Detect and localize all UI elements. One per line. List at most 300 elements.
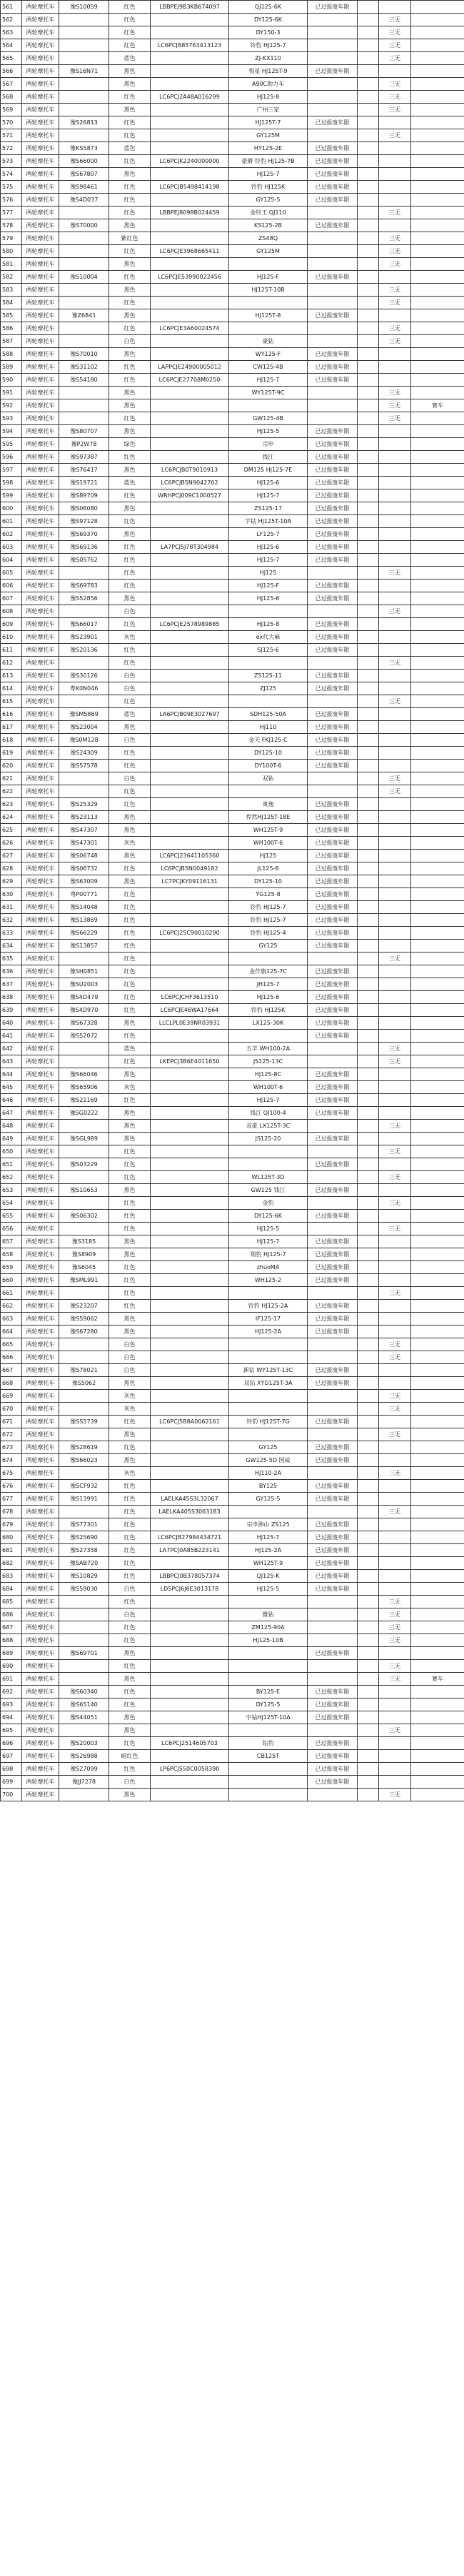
note-cell [411, 914, 464, 927]
table-row [1, 798, 464, 811]
plate-number-cell [59, 232, 109, 245]
model-cell: 铃豹 HJ125-4 [229, 927, 308, 940]
plate-number-cell: 豫S25329 [59, 798, 109, 811]
table-row [1, 953, 464, 965]
note-cell [411, 1750, 464, 1763]
table-row [1, 1557, 464, 1570]
note-cell [411, 91, 464, 104]
empty-cell [358, 888, 379, 901]
row-number-cell: 566 [1, 65, 22, 78]
empty-cell [358, 1454, 379, 1467]
table-row [1, 1287, 464, 1300]
empty-cell [358, 1300, 379, 1313]
table-row [1, 489, 464, 502]
no-docs-cell: 三无 [379, 14, 411, 26]
row-number-cell: 671 [1, 1416, 22, 1428]
row-number-cell: 632 [1, 914, 22, 927]
model-cell: GY125 [229, 1441, 308, 1454]
vin-cell [151, 1364, 229, 1377]
vin-cell: LA6PCJB09E3027697 [151, 708, 229, 721]
status-cell: 已过报废年限 [308, 811, 358, 824]
status-cell: 已过报废年限 [308, 618, 358, 631]
color-cell: 黑色 [109, 1647, 151, 1660]
plate-number-cell [59, 772, 109, 785]
vin-cell [151, 387, 229, 399]
status-cell: 已过报废年限 [308, 1647, 358, 1660]
color-cell: 黑色 [109, 65, 151, 78]
color-cell: 红色 [109, 1531, 151, 1544]
note-cell [411, 502, 464, 515]
table-row [1, 1030, 464, 1043]
empty-cell [358, 1351, 379, 1364]
vin-cell [151, 1248, 229, 1261]
plate-number-cell: 豫S63009 [59, 875, 109, 888]
plate-number-cell: 豫S05762 [59, 554, 109, 567]
no-docs-cell: 三无 [379, 1145, 411, 1158]
color-cell: 灰色 [109, 631, 151, 644]
color-cell: 红色 [109, 618, 151, 631]
note-cell [411, 785, 464, 798]
model-cell: HJ125T-7 [229, 116, 308, 129]
note-cell [411, 1081, 464, 1094]
color-cell: 红色 [109, 644, 151, 657]
vin-cell: LC6PCJ25C90010290 [151, 927, 229, 940]
model-cell: IF125-17 [229, 1313, 308, 1326]
status-cell: 已过报废年限 [308, 760, 358, 772]
vin-cell [151, 335, 229, 348]
row-number-cell: 652 [1, 1171, 22, 1184]
model-cell [229, 258, 308, 271]
vin-cell [151, 657, 229, 670]
color-cell: 红色 [109, 901, 151, 914]
vin-cell [151, 721, 229, 734]
no-docs-cell [379, 850, 411, 862]
status-cell: 已过报废年限 [308, 798, 358, 811]
model-cell [229, 1596, 308, 1608]
empty-cell [358, 1608, 379, 1621]
no-docs-cell [379, 1750, 411, 1763]
no-docs-cell [379, 618, 411, 631]
color-cell: 红色 [109, 1210, 151, 1223]
color-cell: 灰色 [109, 1467, 151, 1480]
empty-cell [358, 965, 379, 978]
color-cell: 红色 [109, 1493, 151, 1506]
color-cell: 红色 [109, 1686, 151, 1699]
model-cell: WH125T-9 [229, 824, 308, 837]
model-cell: DY125-10 [229, 747, 308, 760]
table-row [1, 644, 464, 657]
plate-number-cell: 豫S28619 [59, 1441, 109, 1454]
plate-number-cell: 豫SGL989 [59, 1133, 109, 1145]
color-cell: 黑色 [109, 1017, 151, 1030]
color-cell: 黑色 [109, 592, 151, 605]
note-cell [411, 1647, 464, 1660]
color-cell: 红色 [109, 207, 151, 219]
color-cell: 白色 [109, 335, 151, 348]
table-row [1, 734, 464, 747]
row-number-cell: 620 [1, 760, 22, 772]
model-cell: HJ125-5 [229, 1223, 308, 1235]
plate-number-cell [59, 1055, 109, 1068]
table-row [1, 914, 464, 927]
table-row [1, 387, 464, 399]
model-cell: HJ125-6 [229, 541, 308, 554]
color-cell: 红色 [109, 1570, 151, 1583]
model-cell: GW125-5D 国威 [229, 1454, 308, 1467]
table-row [1, 1390, 464, 1403]
no-docs-cell: 三无 [379, 1506, 411, 1518]
row-number-cell: 635 [1, 953, 22, 965]
empty-cell [358, 207, 379, 219]
vehicle-type-cell: 两轮摩托车 [22, 1570, 59, 1583]
table-row [1, 991, 464, 1004]
color-cell: 黑色 [109, 78, 151, 91]
plate-number-cell [59, 91, 109, 104]
table-row [1, 1544, 464, 1557]
table-row [1, 1158, 464, 1171]
empty-cell [358, 1557, 379, 1570]
color-cell: 白色 [109, 670, 151, 682]
plate-number-cell [59, 335, 109, 348]
plate-number-cell [59, 322, 109, 335]
empty-cell [358, 451, 379, 464]
model-cell: HY125-2E [229, 142, 308, 155]
empty-cell [358, 1235, 379, 1248]
note-cell [411, 824, 464, 837]
table-row [1, 412, 464, 425]
row-number-cell: 685 [1, 1596, 22, 1608]
model-cell: WH100T-6 [229, 1081, 308, 1094]
vin-cell [151, 1467, 229, 1480]
empty-cell [358, 1480, 379, 1493]
table-row [1, 1004, 464, 1017]
color-cell: 红色 [109, 322, 151, 335]
vehicle-type-cell: 两轮摩托车 [22, 1583, 59, 1596]
color-cell: 红色 [109, 862, 151, 875]
table-row [1, 425, 464, 438]
vehicle-type-cell: 两轮摩托车 [22, 1197, 59, 1210]
note-cell [411, 1210, 464, 1223]
plate-number-cell: 豫S97387 [59, 451, 109, 464]
table-row [1, 1518, 464, 1531]
plate-number-cell: 豫S66017 [59, 618, 109, 631]
color-cell: 蓝色 [109, 142, 151, 155]
vin-cell [151, 1300, 229, 1313]
vehicle-type-cell: 两轮摩托车 [22, 940, 59, 953]
vin-cell: LC6PCJE3968665411 [151, 245, 229, 258]
plate-number-cell [59, 1145, 109, 1158]
note-cell [411, 412, 464, 425]
status-cell: 已过报废年限 [308, 1518, 358, 1531]
no-docs-cell: 三无 [379, 91, 411, 104]
plate-number-cell: 豫S27358 [59, 1544, 109, 1557]
color-cell: 红色 [109, 1158, 151, 1171]
color-cell: 白色 [109, 772, 151, 785]
row-number-cell: 603 [1, 541, 22, 554]
note-cell [411, 541, 464, 554]
empty-cell [358, 1248, 379, 1261]
table-row [1, 592, 464, 605]
vehicle-type-cell: 两轮摩托车 [22, 1763, 59, 1776]
note-cell [411, 1184, 464, 1197]
model-cell: KS125-2B [229, 219, 308, 232]
status-cell: 已过报废年限 [308, 1364, 358, 1377]
note-cell [411, 978, 464, 991]
table-row [1, 309, 464, 322]
color-cell: 黑色 [109, 399, 151, 412]
vin-cell [151, 734, 229, 747]
no-docs-cell [379, 1480, 411, 1493]
color-cell: 红色 [109, 965, 151, 978]
note-cell [411, 309, 464, 322]
no-docs-cell [379, 271, 411, 284]
no-docs-cell [379, 721, 411, 734]
row-number-cell: 650 [1, 1145, 22, 1158]
no-docs-cell [379, 116, 411, 129]
plate-number-cell: 豫Z6841 [59, 309, 109, 322]
row-number-cell: 647 [1, 1107, 22, 1120]
plate-number-cell: 豫S76417 [59, 464, 109, 477]
plate-number-cell [59, 1197, 109, 1210]
note-cell [411, 1261, 464, 1274]
note-cell [411, 104, 464, 116]
plate-number-cell: 豫S20136 [59, 644, 109, 657]
vin-cell [151, 1184, 229, 1197]
status-cell: 已过报废年限 [308, 477, 358, 489]
plate-number-cell: 豫S06748 [59, 850, 109, 862]
no-docs-cell [379, 978, 411, 991]
table-row [1, 284, 464, 297]
table-row [1, 1454, 464, 1467]
empty-cell [358, 1004, 379, 1017]
color-cell: 蓝色 [109, 477, 151, 489]
row-number-cell: 582 [1, 271, 22, 284]
status-cell [308, 695, 358, 708]
empty-cell [358, 142, 379, 155]
table-row [1, 978, 464, 991]
model-cell: 钱江 QJ100-4 [229, 1107, 308, 1120]
row-number-cell: 599 [1, 489, 22, 502]
vehicle-type-cell: 两轮摩托车 [22, 1596, 59, 1608]
note-cell [411, 747, 464, 760]
note-cell [411, 940, 464, 953]
plate-number-cell: 豫S89709 [59, 489, 109, 502]
vehicle-type-cell: 两轮摩托车 [22, 489, 59, 502]
note-cell [411, 1017, 464, 1030]
vehicle-type-cell: 两轮摩托车 [22, 1068, 59, 1081]
note-cell [411, 194, 464, 207]
no-docs-cell [379, 580, 411, 592]
table-row [1, 142, 464, 155]
table-row [1, 1313, 464, 1326]
empty-cell [358, 399, 379, 412]
plate-number-cell: 豫S31102 [59, 361, 109, 374]
vin-cell [151, 798, 229, 811]
empty-cell [358, 592, 379, 605]
model-cell: CB125T [229, 1750, 308, 1763]
color-cell: 黑色 [109, 1120, 151, 1133]
no-docs-cell: 三无 [379, 52, 411, 65]
no-docs-cell [379, 1133, 411, 1145]
row-number-cell: 661 [1, 1287, 22, 1300]
row-number-cell: 680 [1, 1531, 22, 1544]
no-docs-cell [379, 734, 411, 747]
table-row [1, 1737, 464, 1750]
empty-cell [358, 1338, 379, 1351]
note-cell [411, 1145, 464, 1158]
vin-cell [151, 284, 229, 297]
color-cell: 红色 [109, 489, 151, 502]
model-cell [229, 1158, 308, 1171]
vehicle-type-cell: 两轮摩托车 [22, 1634, 59, 1647]
row-number-cell: 574 [1, 168, 22, 181]
table-row [1, 1608, 464, 1621]
table-row [1, 875, 464, 888]
model-cell: 金铃王 QJ110 [229, 207, 308, 219]
note-cell [411, 953, 464, 965]
model-cell: 金作旗125-7C [229, 965, 308, 978]
empty-cell [358, 1789, 379, 1801]
no-docs-cell: 三无 [379, 1789, 411, 1801]
status-cell [308, 129, 358, 142]
no-docs-cell: 三无 [379, 1724, 411, 1737]
vehicle-type-cell: 两轮摩托车 [22, 554, 59, 567]
status-cell [308, 91, 358, 104]
row-number-cell: 626 [1, 837, 22, 850]
status-cell: 已过报废年限 [308, 991, 358, 1004]
color-cell: 红色 [109, 361, 151, 374]
table-row [1, 1531, 464, 1544]
table-row [1, 605, 464, 618]
note-cell [411, 1274, 464, 1287]
color-cell: 黑色 [109, 1789, 151, 1801]
status-cell: 已过报废年限 [308, 181, 358, 194]
plate-number-cell: 豫S70000 [59, 219, 109, 232]
empty-cell [358, 1390, 379, 1403]
no-docs-cell: 三无 [379, 1634, 411, 1647]
model-cell: WY125-F [229, 348, 308, 361]
plate-number-cell: 豫S06080 [59, 502, 109, 515]
model-cell: HJ125-5 [229, 425, 308, 438]
vin-cell [151, 760, 229, 772]
note-cell [411, 284, 464, 297]
table-row [1, 1094, 464, 1107]
model-cell: JS125-20 [229, 1133, 308, 1145]
vin-cell [151, 194, 229, 207]
status-cell: 已过报废年限 [308, 309, 358, 322]
status-cell [308, 772, 358, 785]
table-row [1, 1596, 464, 1608]
vehicle-type-cell: 两轮摩托车 [22, 1223, 59, 1235]
row-number-cell: 586 [1, 322, 22, 335]
no-docs-cell [379, 348, 411, 361]
note-cell [411, 862, 464, 875]
color-cell: 黑色 [109, 1377, 151, 1390]
vin-cell: LP6PCJ5S0C0058390 [151, 1763, 229, 1776]
model-cell: 豪爵 铃豹 HJ125-7B [229, 155, 308, 168]
plate-number-cell [59, 52, 109, 65]
empty-cell [358, 1377, 379, 1390]
table-row [1, 1274, 464, 1287]
no-docs-cell [379, 554, 411, 567]
table-row [1, 297, 464, 309]
note-cell [411, 965, 464, 978]
model-cell: 广州三家 [229, 104, 308, 116]
vehicle-type-cell: 两轮摩托车 [22, 39, 59, 52]
row-number-cell: 664 [1, 1326, 22, 1338]
row-number-cell: 630 [1, 888, 22, 901]
table-row [1, 168, 464, 181]
no-docs-cell [379, 464, 411, 477]
table-row [1, 1, 464, 14]
row-number-cell: 659 [1, 1261, 22, 1274]
no-docs-cell [379, 824, 411, 837]
plate-number-cell: 豫S03229 [59, 1158, 109, 1171]
vehicle-type-cell: 两轮摩托车 [22, 104, 59, 116]
no-docs-cell [379, 477, 411, 489]
row-number-cell: 674 [1, 1454, 22, 1467]
status-cell [308, 1223, 358, 1235]
status-cell [308, 1351, 358, 1364]
empty-cell [358, 1133, 379, 1145]
model-cell: 爽逸 [229, 798, 308, 811]
model-cell: HJ110-2A [229, 1467, 308, 1480]
note-cell [411, 1454, 464, 1467]
vin-cell: LC6PCJB27984434721 [151, 1531, 229, 1544]
empty-cell [358, 464, 379, 477]
model-cell: HJ125-7 [229, 168, 308, 181]
vehicle-type-cell: 两轮摩托车 [22, 1120, 59, 1133]
empty-cell [358, 1647, 379, 1660]
vehicle-type-cell: 两轮摩托车 [22, 888, 59, 901]
vin-cell: LC6PCJ5B8A0062161 [151, 1416, 229, 1428]
plate-number-cell [59, 1351, 109, 1364]
color-cell: 暗红色 [109, 1750, 151, 1763]
color-cell: 红色 [109, 940, 151, 953]
model-cell [229, 953, 308, 965]
vehicle-type-cell: 两轮摩托车 [22, 1158, 59, 1171]
table-row [1, 104, 464, 116]
row-number-cell: 625 [1, 824, 22, 837]
status-cell [308, 953, 358, 965]
model-cell [229, 605, 308, 618]
row-number-cell: 643 [1, 1055, 22, 1068]
no-docs-cell: 三无 [379, 297, 411, 309]
status-cell: 已过报废年限 [308, 271, 358, 284]
status-cell: 已过报废年限 [308, 1570, 358, 1583]
vehicle-type-cell: 两轮摩托车 [22, 1043, 59, 1055]
no-docs-cell [379, 940, 411, 953]
note-cell [411, 1557, 464, 1570]
no-docs-cell: 三无 [379, 953, 411, 965]
status-cell [308, 1390, 358, 1403]
vin-cell [151, 567, 229, 580]
vehicle-type-cell: 两轮摩托车 [22, 1287, 59, 1300]
plate-number-cell: 豫S20003 [59, 1737, 109, 1750]
empty-cell [358, 541, 379, 554]
table-row [1, 1223, 464, 1235]
status-cell: 已过报废年限 [308, 631, 358, 644]
no-docs-cell: 三无 [379, 1673, 411, 1686]
status-cell: 已过报废年限 [308, 489, 358, 502]
status-cell: 已过报废年限 [308, 219, 358, 232]
color-cell: 白色 [109, 1583, 151, 1596]
no-docs-cell: 三无 [379, 1197, 411, 1210]
color-cell: 黑色 [109, 258, 151, 271]
table-row [1, 464, 464, 477]
row-number-cell: 694 [1, 1711, 22, 1724]
color-cell: 红色 [109, 580, 151, 592]
